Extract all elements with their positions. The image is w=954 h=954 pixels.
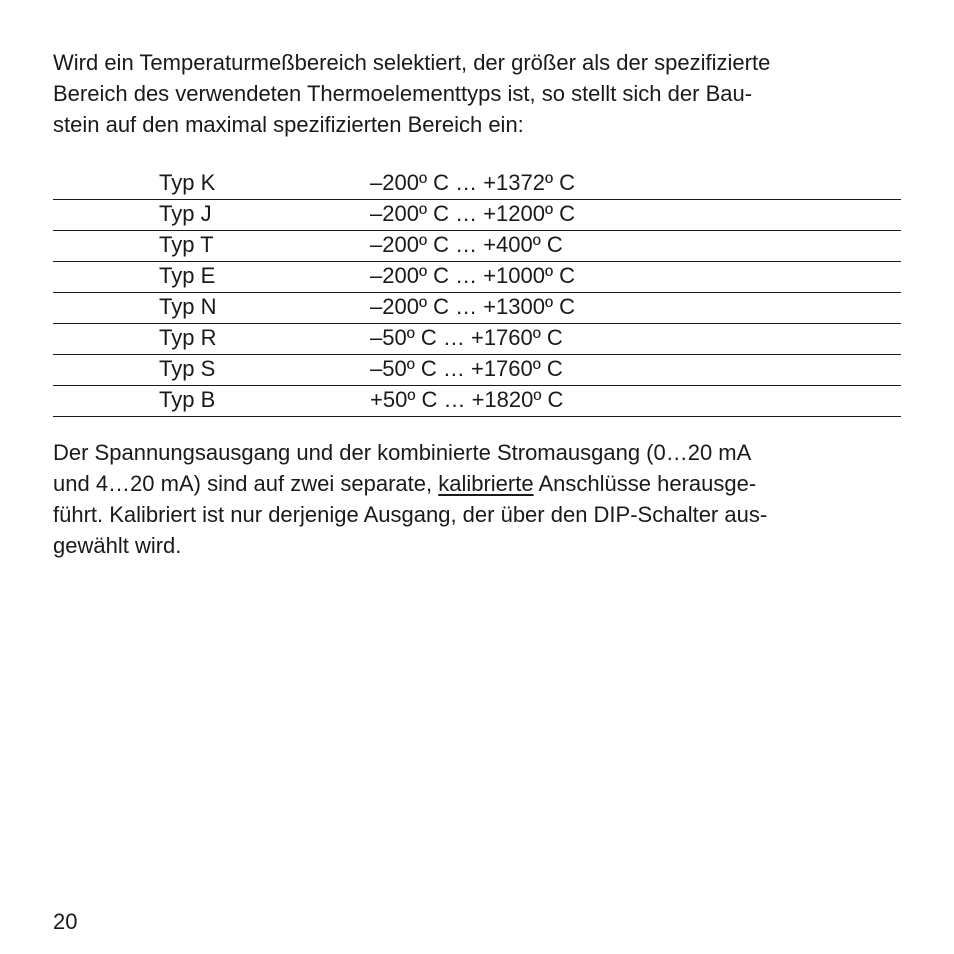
temperature-range: –50º C … +1760º C: [370, 356, 563, 381]
table-row: [53, 200, 901, 231]
thermocouple-type: Typ J: [159, 201, 212, 226]
thermocouple-type: Typ E: [159, 263, 216, 288]
output-line: Der Spannungsausgang und der kombinierte Stromausgang (0…20 mA: [53, 440, 752, 465]
output-text: und 4…20 mA) sind auf zwei separate,: [53, 471, 439, 496]
output-paragraph: [53, 437, 883, 561]
temperature-range: –200º C … +1372º C: [370, 170, 576, 195]
table-row: [53, 324, 901, 355]
table-row: [53, 293, 901, 324]
underlined-term: kalibrierte: [438, 471, 534, 496]
temperature-range: –200º C … +1000º C: [370, 263, 576, 288]
thermocouple-range-table: [53, 169, 901, 417]
table-row: [53, 262, 901, 293]
table-row: [53, 231, 901, 262]
thermocouple-type: Typ N: [159, 294, 217, 319]
thermocouple-type: Typ B: [159, 387, 216, 412]
temperature-range: –200º C … +400º C: [370, 232, 563, 257]
output-text: Anschlüsse herausge-: [533, 471, 757, 496]
table-row: [53, 355, 901, 386]
thermocouple-type: Typ S: [159, 356, 216, 381]
output-line: gewählt wird.: [53, 533, 182, 558]
intro-line: Wird ein Temperaturmeßbereich selektiert, der größer als der spezifizierte: [53, 50, 771, 75]
intro-line: stein auf den maximal spezifizierten Bereich ein:: [53, 112, 524, 137]
intro-paragraph: [53, 47, 883, 140]
output-line: führt. Kalibriert ist nur derjenige Ausgang, der über den DIP-Schalter aus-: [53, 502, 768, 527]
thermocouple-type: Typ K: [159, 170, 216, 195]
temperature-range: –50º C … +1760º C: [370, 325, 563, 350]
table-row: [53, 386, 901, 417]
temperature-range: +50º C … +1820º C: [370, 387, 564, 412]
thermocouple-type: Typ T: [159, 232, 214, 257]
temperature-range: –200º C … +1300º C: [370, 294, 576, 319]
output-line: [53, 468, 883, 499]
table-row: [53, 169, 901, 200]
temperature-range: –200º C … +1200º C: [370, 201, 576, 226]
page-number: 20: [53, 909, 78, 934]
intro-line: Bereich des verwendeten Thermoelementtyps ist, so stellt sich der Bau-: [53, 81, 753, 106]
thermocouple-type: Typ R: [159, 325, 217, 350]
